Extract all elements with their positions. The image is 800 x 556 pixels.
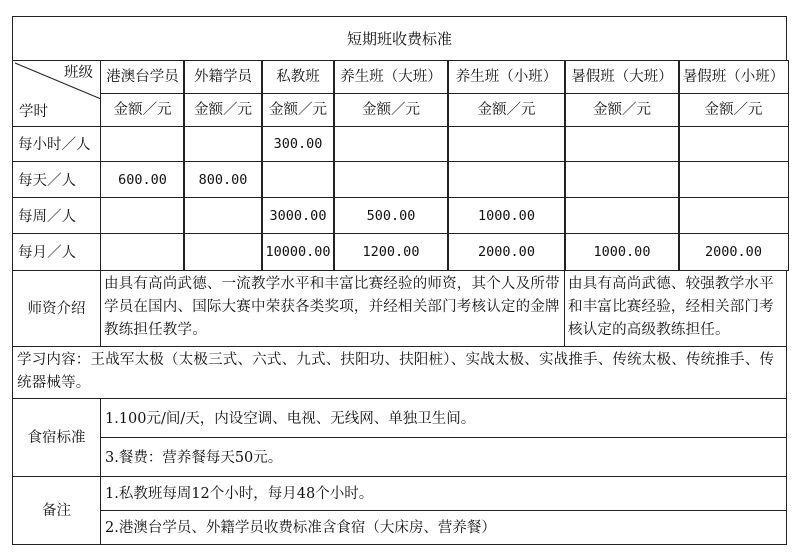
column-unit-cell <box>447 93 566 127</box>
column-header-name: 港澳台学员 <box>106 69 179 85</box>
notes-label-cell <box>12 476 101 545</box>
column-header-name: 暑假班（小班） <box>682 69 785 85</box>
column-header-name: 暑假班（大班） <box>571 69 673 85</box>
column-unit-cell <box>564 93 680 127</box>
table-cell <box>261 126 335 162</box>
table-cell-value: 1000.00 <box>478 207 535 224</box>
table-cell-value: 2000.00 <box>478 244 535 260</box>
corner-hours-label: 学时 <box>19 104 48 120</box>
teachers-left-cell <box>100 270 565 347</box>
column-unit-label: 金额／元 <box>477 102 536 118</box>
column-unit-label: 金额／元 <box>269 102 327 118</box>
column-unit-label: 金额／元 <box>593 102 651 118</box>
table-cell <box>183 197 263 234</box>
table-title-cell <box>12 16 787 61</box>
notes-item2: 2.港澳台学员、外籍学员收费标准含食宿（大床房、营养餐） <box>105 520 496 536</box>
table-cell <box>261 161 335 198</box>
study-content-text: 学习内容：王战军太极（太极三式、六式、九式、扶阳功、扶阳桩）、实战太极、实战推手、传统太极、传统推手、传统器械等。 <box>17 352 775 391</box>
table-cell <box>447 197 566 234</box>
teachers-text-left: 由具有高尚武德、一流教学水平和丰富比赛经验的师资，其个人及所带学员在国内、国际大赛中荣获各类奖项，并经相关部门考核认定的金牌教练担任教学。 <box>104 276 560 338</box>
table-cell <box>333 161 449 198</box>
column-header-name: 养生班（大班） <box>340 69 442 85</box>
teachers-text-right: 由具有高尚武德、较强教学水平和丰富比赛经验，经相关部门考核认定的高级教练担任。 <box>568 276 774 338</box>
table-cell <box>564 126 680 162</box>
table-cell <box>678 126 789 162</box>
notes-item1: 1.私教班每周12个小时，每月48个小时。 <box>105 486 374 502</box>
teachers-right-cell <box>564 270 787 347</box>
lodging-item2-cell <box>100 437 787 477</box>
row-label: 每周／人 <box>18 209 76 225</box>
table-cell <box>100 126 185 162</box>
table-cell <box>678 161 789 198</box>
table-cell <box>333 233 449 271</box>
table-cell <box>447 161 566 198</box>
column-unit-label: 金额／元 <box>362 102 420 118</box>
column-header-name: 私教班 <box>276 69 320 85</box>
study-content-cell <box>12 346 787 399</box>
row-label-cell <box>12 197 101 234</box>
table-cell-value: 3000.00 <box>269 207 327 224</box>
column-header-cell <box>100 60 185 94</box>
column-header-cell <box>447 60 566 94</box>
table-cell <box>447 233 566 271</box>
row-label: 每天／人 <box>18 173 76 189</box>
row-label-cell <box>12 161 101 198</box>
table-cell <box>261 233 335 271</box>
column-header-cell <box>261 60 335 94</box>
table-cell-value: 1000.00 <box>593 244 651 260</box>
table-cell <box>678 197 789 234</box>
table-cell-value: 2000.00 <box>705 244 762 260</box>
table-cell <box>100 233 185 271</box>
table-cell-value: 500.00 <box>366 207 416 224</box>
column-header-name: 养生班（小班） <box>455 69 558 85</box>
row-label-cell <box>12 126 101 162</box>
column-header-cell <box>564 60 680 94</box>
column-header-cell <box>678 60 789 94</box>
table-cell <box>183 233 263 271</box>
table-cell <box>100 161 185 198</box>
column-unit-label: 金额／元 <box>113 102 172 118</box>
column-unit-cell <box>678 93 789 127</box>
column-unit-label: 金额／元 <box>704 102 763 118</box>
table-cell <box>564 161 680 198</box>
table-cell <box>183 161 263 198</box>
table-cell <box>100 197 185 234</box>
lodging-label-cell <box>12 398 101 477</box>
table-cell-value: 600.00 <box>118 171 167 188</box>
table-cell <box>333 126 449 162</box>
table-title: 短期班收费标准 <box>346 29 452 48</box>
column-header-cell <box>333 60 449 94</box>
notes-item1-cell <box>100 476 787 511</box>
teachers-label-cell <box>12 270 101 347</box>
lodging-item1: 1.100元/间/天，内设空调、电视、无线网、单独卫生间。 <box>105 411 476 427</box>
row-label: 每月／人 <box>18 245 76 261</box>
notes-label: 备注 <box>42 502 71 519</box>
column-header-cell <box>183 60 263 94</box>
table-cell <box>564 233 680 271</box>
table-cell <box>261 197 335 234</box>
table-cell-value: 10000.00 <box>265 244 331 260</box>
row-label: 每小时／人 <box>18 137 91 153</box>
column-unit-cell <box>100 93 185 127</box>
column-unit-cell <box>261 93 335 127</box>
column-unit-cell <box>333 93 449 127</box>
lodging-item1-cell <box>100 398 787 438</box>
row-label-cell <box>12 233 101 271</box>
corner-class-label: 班级 <box>64 65 93 81</box>
column-unit-label: 金额／元 <box>194 102 252 118</box>
column-unit-cell <box>183 93 263 127</box>
table-cell-value: 800.00 <box>198 171 248 188</box>
table-cell <box>678 233 789 271</box>
notes-item2-cell <box>100 510 787 545</box>
table-cell-value: 300.00 <box>273 136 323 152</box>
table-cell <box>447 126 566 162</box>
lodging-item2: 3.餐费：营养餐每天50元。 <box>105 450 283 466</box>
table-cell <box>564 197 680 234</box>
column-header-name: 外籍学员 <box>194 69 252 85</box>
teachers-label: 师资介绍 <box>27 300 86 317</box>
table-cell-value: 1200.00 <box>362 244 420 260</box>
table-cell <box>333 197 449 234</box>
lodging-label: 食宿标准 <box>27 429 86 446</box>
table-cell <box>183 126 263 162</box>
